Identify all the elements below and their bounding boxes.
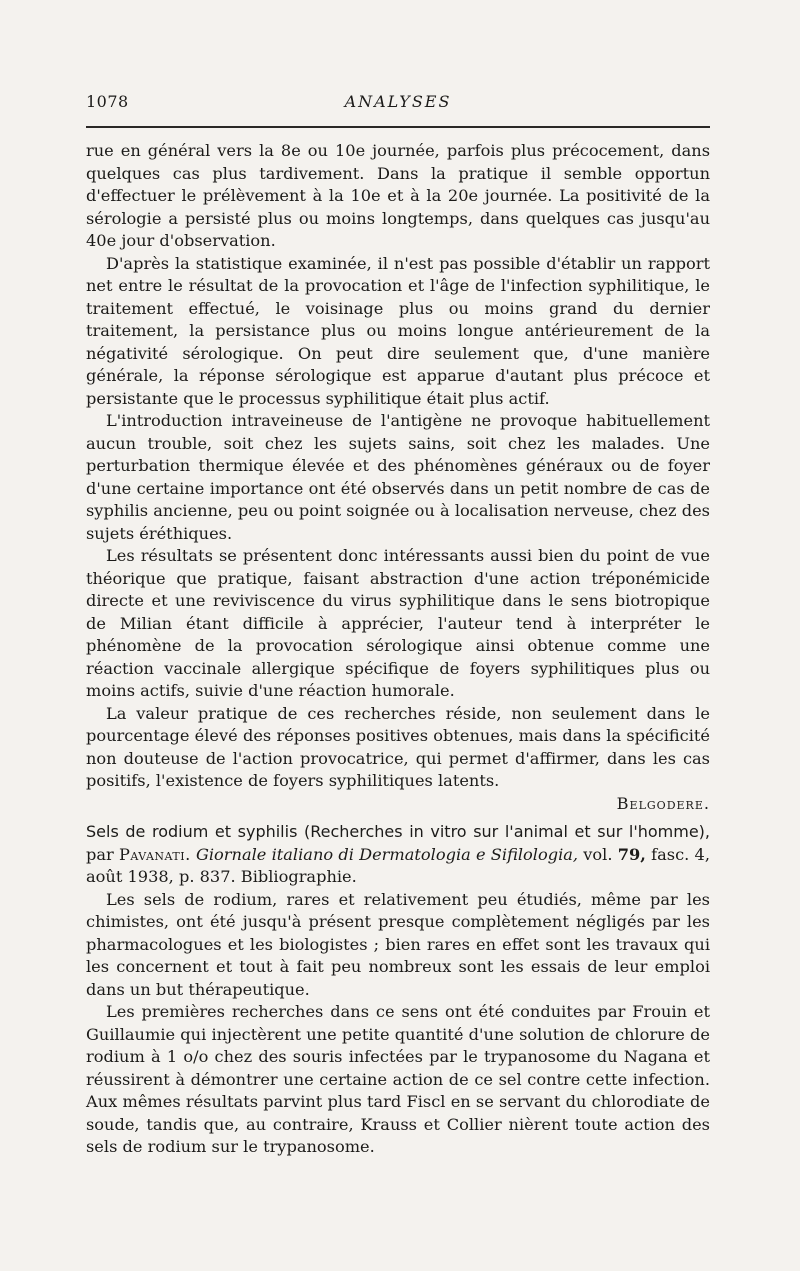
paragraph: D'après la statistique examinée, il n'est pas possible d'établir un rapport net entre le résultat de la provocation et l'âge de l'infection syphilitique, le traitement effectué, le voisinage plus ou moins grand du dernier traitement, la persistance plus ou moins longue antérieurement de la négativité sérologique. On peut dire seulement que, d'une manière générale, la réponse sérologique est apparue d'autant plus précoce et persistante que le processus syphilitique était plus actif. [86,253,710,408]
paragraph: L'introduction intraveineuse de l'antigène ne provoque habituellement aucun trouble, soit chez les sujets sains, soit chez les malades. Une perturbation thermique élevée et des phénomènes généraux ou de foyer d'une certaine importance ont été observés dans un petit nombre de cas de syphilis ancienne, peu ou point soignée ou à localisation nerveuse, chez des sujets éréthiques. [86,411,710,543]
citation-details: fasc. 4, août 1938, p. 837. Bibliographie. [86,844,710,886]
signature: Belgodere. [616,793,710,813]
article-citation [86,821,710,889]
paragraph: La valeur pratique de ces recherches réside, non seulement dans le pourcentage élevé des réponses positives obtenues, mais dans la spécificité non douteuse de l'action provocatrice, qui permet d'affirmer, dans les cas positifs, l'existence de foyers syphilitiques latents. [86,703,710,790]
article-title: Sels de rodium et syphilis (Recherches in vitro sur l'animal et sur l'homme), [86,822,710,841]
journal-name: Giornale italiano di Dermatologia e Sifilologia, [190,844,579,864]
paragraph: Les premières recherches dans ce sens ont été conduites par Frouin et Guillaumie qui injectèrent une petite quantité d'une solution de chlorure de rodium à 1 o/o chez des souris infectées par le trypanosome du Nagana et réussirent à démontrer une certaine action de ce sel contre cette infection. Aux mêmes résultats parvint plus tard Fiscl en se servant du chlorodiate de soude, tandis que, au contraire, Krauss et Collier nièrent toute action des sels de rodium sur le trypanosome. [86,1002,710,1156]
volume-number: 79, [617,844,646,864]
page-number: 1078 [86,92,129,111]
running-head: ANALYSES [344,92,452,111]
body-text [86,140,710,1159]
page-header [86,92,710,118]
article-author: Pavanati. [118,844,191,864]
paragraph: rue en général vers la 8e ou 10e journée, parfois plus précocement, dans quelques cas plus tardivement. Dans la pratique il semble opportun d'effectuer le prélèvement à la 10e et à la 20e journée. La positivité de la sérologie a persisté plus ou moins longtemps, dans quelques cas jusqu'au 40e jour d'observation. [86,141,710,250]
citation-vol-prefix: vol. [578,844,618,864]
header-rule [86,126,710,128]
paragraph: Les sels de rodium, rares et relativement peu étudiés, même par les chimistes, ont été jusqu'à présent presque complètement négligés par les pharmacologues et les biologistes ; bien rares en effet sont les travaux qui les concernent et tout à fait peu nombreux sont les essais de leur emploi dans un but thérapeutique. [86,889,710,999]
citation-by: par [86,844,119,864]
paragraph: Les résultats se présentent donc intéressants aussi bien du point de vue théorique que pratique, faisant abstraction d'une action tréponémicide directe et une reviviscence du virus syphilitique dans le sens biotropique de Milian étant difficile à apprécier, l'auteur tend à interpréter le phénomène de la provocation sérologique ainsi obtenue comme une réaction vaccinale allergique spécifique de foyers syphilitiques plus ou moins actifs, suivie d'une réaction humorale. [86,546,710,700]
